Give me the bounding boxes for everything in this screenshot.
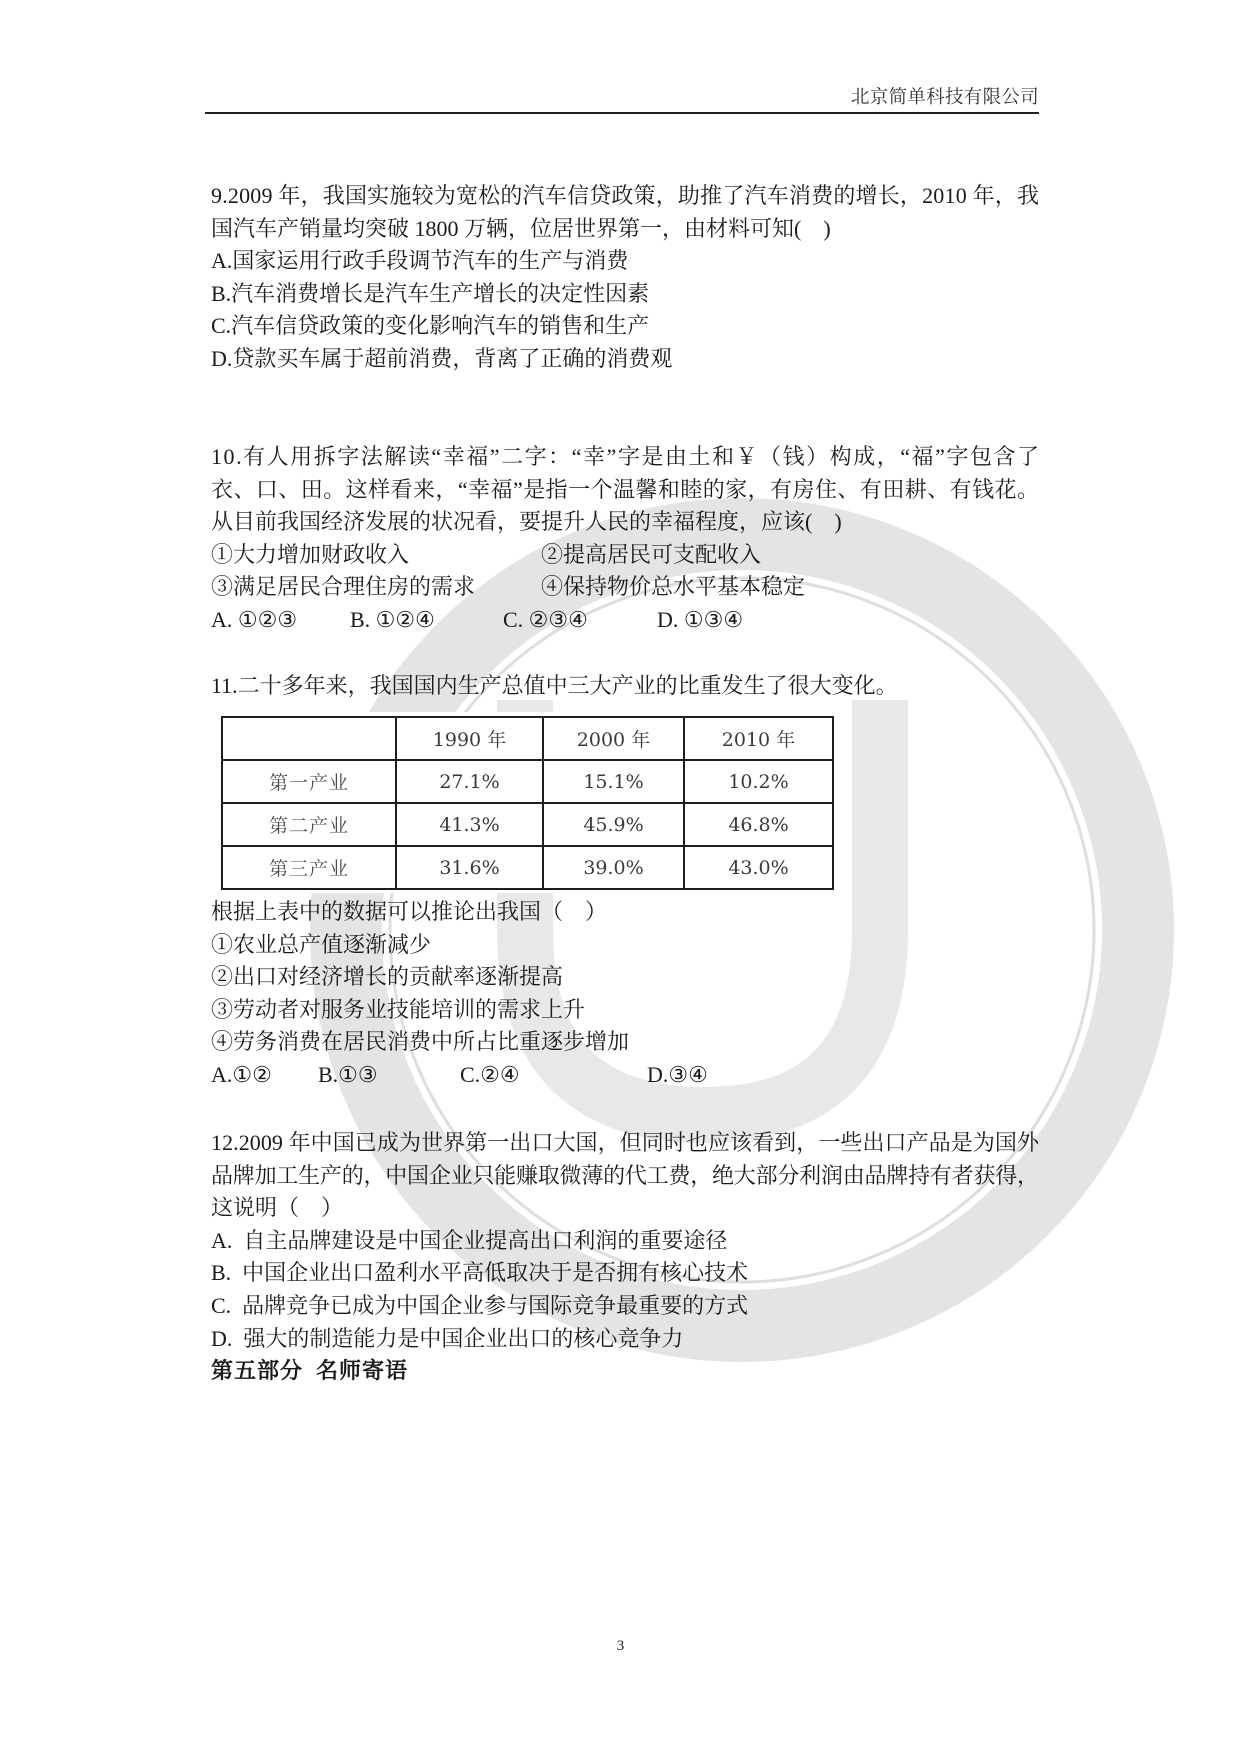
q10-stem-line: 10.有人用拆字法解读“幸福”二字：“幸”字是由土和￥（钱）构成，“福”字包含了 — [211, 444, 1041, 469]
q11-statement-4: ④劳务消费在居民消费中所占比重逐步增加 — [211, 1029, 630, 1055]
q10-stem-line: 从目前我国经济发展的状况看，要提升人民的幸福程度，应该( ) — [211, 509, 842, 535]
page-number: 3 — [616, 1638, 625, 1654]
q10-statement-2: ②提高居民可支配收入 — [541, 541, 762, 567]
q10-choice-d: D. ①③④ — [657, 606, 744, 632]
q10-stem-line: 衣、口、田。这样看来，“幸福”是指一个温馨和睦的家，有房住、有田耕、有钱花。 — [211, 476, 1040, 502]
industry-share-table — [221, 716, 834, 890]
q11-statement-1: ①农业总产值逐渐减少 — [211, 931, 432, 957]
table-cell: 15.1% — [543, 760, 684, 803]
q12-stem-line: 12.2009 年中国已成为世界第一出口大国，但同时也应该看到，一些出口产品是为国外 — [211, 1130, 1040, 1155]
q11-choice-d: D.③④ — [647, 1061, 708, 1087]
q12-stem-line: 品牌加工生产的，中国企业只能赚取微薄的代工费，绝大部分利润由品牌持有者获得， — [211, 1162, 1039, 1188]
table-header-row — [222, 717, 833, 760]
table-row-label: 第三产业 — [222, 846, 396, 889]
section-title: 第五部分 名师寄语 — [211, 1358, 409, 1384]
q11-prompt: 根据上表中的数据可以推论出我国（ ） — [211, 899, 608, 924]
question-9 — [211, 180, 1039, 376]
table-corner-cell — [222, 717, 396, 760]
table-cell: 46.8% — [684, 803, 833, 846]
question-11-continued — [211, 896, 1039, 1092]
table-cell: 43.0% — [684, 846, 833, 889]
table-col-header: 1990 年 — [396, 717, 543, 760]
table-cell: 41.3% — [396, 803, 543, 846]
q11-choice-b: B.①③ — [318, 1061, 378, 1087]
q9-option-b: B.汽车消费增长是汽车生产增长的决定性因素 — [211, 280, 650, 306]
q10-choice-a: A. ①②③ — [211, 606, 298, 632]
q10-statement-row — [211, 571, 1039, 604]
industry-share-table-image — [217, 712, 848, 893]
q9-option-a: A.国家运用行政手段调节汽车的生产与消费 — [211, 248, 629, 274]
q10-choice-b: B. ①②④ — [350, 606, 435, 632]
q11-choice-c: C.②④ — [460, 1061, 520, 1087]
table-cell: 39.0% — [543, 846, 684, 889]
q9-option-d: D.贷款买车属于超前消费，背离了正确的消费观 — [211, 345, 673, 371]
question-11 — [211, 670, 1039, 703]
table-cell: 10.2% — [684, 760, 833, 803]
table-cell: 31.6% — [396, 846, 543, 889]
question-10 — [211, 441, 1039, 637]
q10-statement-3: ③满足居民合理住房的需求 — [211, 574, 476, 600]
header-company-name: 北京简单科技有限公司 — [850, 88, 1039, 108]
q12-option-b: B. 中国企业出口盈利水平高低取决于是否拥有核心技术 — [211, 1260, 749, 1286]
q12-stem-line: 这说明（ ） — [211, 1195, 344, 1221]
table-col-header: 2010 年 — [684, 717, 833, 760]
table-cell: 27.1% — [396, 760, 543, 803]
table-cell: 45.9% — [543, 803, 684, 846]
q11-statement-3: ③劳动者对服务业技能培训的需求上升 — [211, 996, 586, 1022]
q9-stem-line: 国汽车产销量均突破 1800 万辆，位居世界第一，由材料可知( ) — [211, 215, 831, 241]
table-row — [222, 846, 833, 889]
q9-stem-line: 9.2009 年，我国实施较为宽松的汽车信贷政策，助推了汽车消费的增长，2010 年，我 — [211, 183, 1040, 208]
table-row-label: 第二产业 — [222, 803, 396, 846]
q11-choice-row — [211, 1059, 1039, 1092]
q11-choice-a: A.①② — [211, 1061, 272, 1087]
q11-statement-2: ②出口对经济增长的贡献率逐渐提高 — [211, 964, 564, 990]
q12-option-c: C. 品牌竞争已成为中国企业参与国际竞争最重要的方式 — [211, 1292, 749, 1318]
header-rule — [205, 112, 1039, 114]
q10-statement-4: ④保持物价总水平基本稳定 — [541, 574, 806, 600]
q9-option-c: C.汽车信贷政策的变化影响汽车的销售和生产 — [211, 313, 650, 339]
question-12 — [211, 1127, 1039, 1388]
q12-option-a: A. 自主品牌建设是中国企业提高出口利润的重要途径 — [211, 1227, 728, 1253]
q10-statement-1: ①大力增加财政收入 — [211, 541, 410, 567]
q10-choice-c: C. ②③④ — [503, 606, 588, 632]
q10-statement-row — [211, 539, 1039, 572]
q10-choice-row — [211, 604, 1039, 637]
table-row — [222, 760, 833, 803]
q12-option-d: D. 强大的制造能力是中国企业出口的核心竞争力 — [211, 1325, 684, 1351]
table-row — [222, 803, 833, 846]
q11-stem-line: 11.二十多年来，我国国内生产总值中三大产业的比重发生了很大变化。 — [211, 673, 898, 698]
table-col-header: 2000 年 — [543, 717, 684, 760]
table-row-label: 第一产业 — [222, 760, 396, 803]
